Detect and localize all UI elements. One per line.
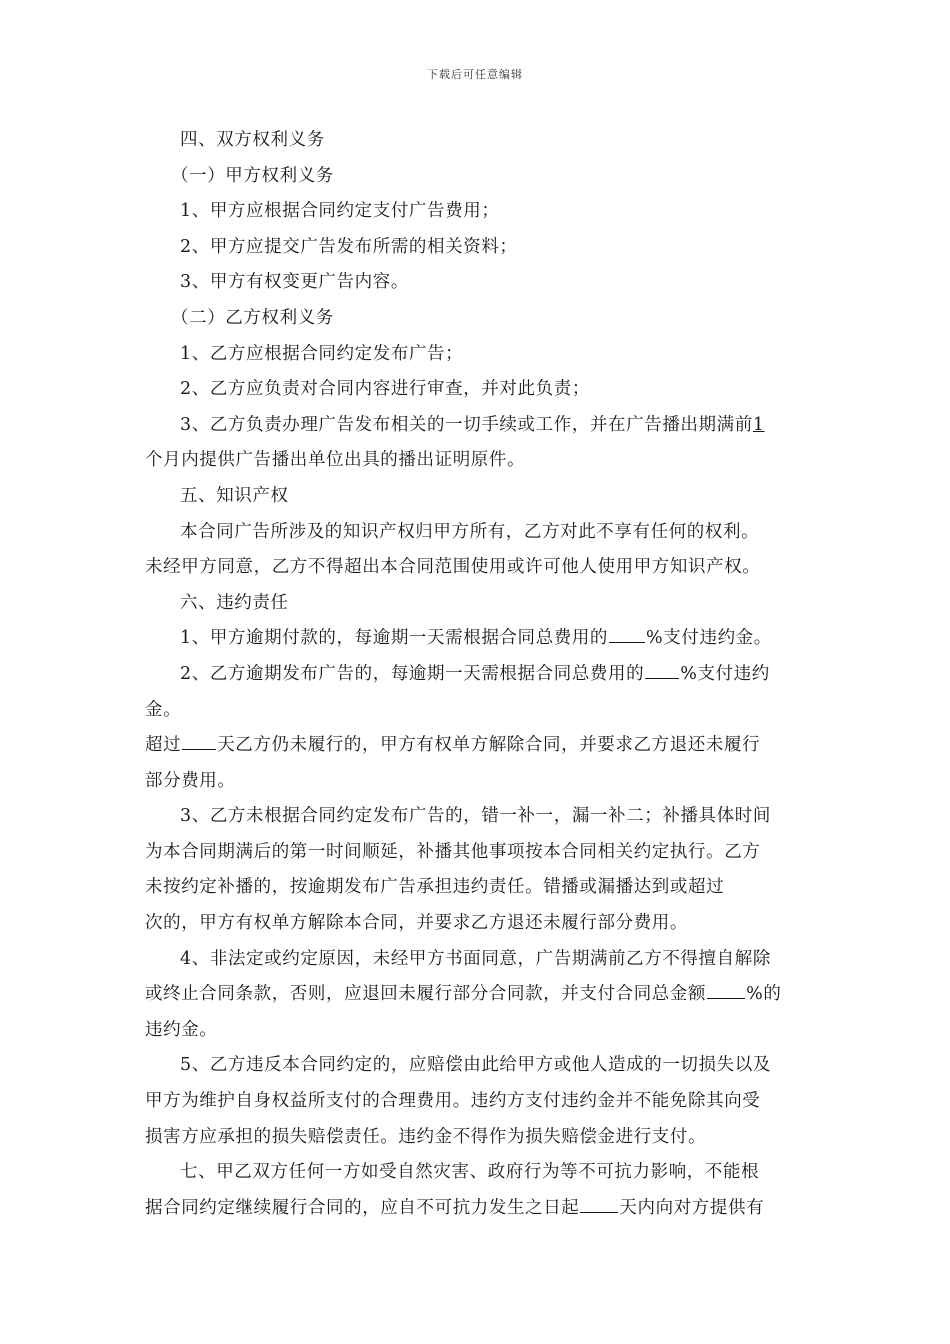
paragraph-line: 2、甲方应提交广告发布所需的相关资料； xyxy=(180,236,518,257)
fill-in-blank xyxy=(609,626,645,643)
paragraph-line xyxy=(145,657,809,693)
paragraph-line: 金。 xyxy=(145,699,182,720)
paragraph-line: 本合同广告所涉及的知识产权归甲方所有，乙方对此不享有任何的权利。 xyxy=(180,521,760,542)
text-run: 天乙方仍未履行的，甲方有权单方解除合同，并要求乙方退还未履行 xyxy=(217,735,761,756)
paragraph-line: 部分费用。 xyxy=(145,770,236,791)
paragraph-line: 为本合同期满后的第一时间顺延，补播其他事项按本合同相关约定执行。乙方 xyxy=(145,841,761,862)
text-run: 据合同约定继续履行合同的，应自不可抗力发生之日起 xyxy=(145,1197,580,1218)
text-run: 天内向对方提供有 xyxy=(619,1197,765,1218)
paragraph-line: 损害方应承担的损失赔偿责任。违约金不得作为损失赔偿金进行支付。 xyxy=(145,1126,707,1147)
paragraph-line: 甲方为维护自身权益所支付的合理费用。违约方支付违约金并不能免除其向受 xyxy=(145,1091,761,1112)
paragraph-line xyxy=(145,408,809,444)
fill-in-blank xyxy=(580,1196,618,1213)
paragraph-line: 1、乙方应根据合同约定发布广告； xyxy=(180,343,464,364)
text-run: 3、乙方负责办理广告发布相关的一切手续或工作，并在广告播出期满前 xyxy=(180,414,753,435)
paragraph-line: 1、甲方应根据合同约定支付广告费用； xyxy=(180,201,500,222)
subsection-heading-party-b: （二）乙方权利义务 xyxy=(171,307,334,328)
paragraph-line: 次的，甲方有权单方解除本合同，并要求乙方退还未履行部分费用。 xyxy=(145,913,688,934)
paragraph-line: 违约金。 xyxy=(145,1019,218,1040)
text-run: 或终止合同条款，否则，应退回未履行部分合同款，并支付合同总金额 xyxy=(145,984,707,1005)
text-run: 1、甲方逾期付款的，每逾期一天需根据合同总费用的 xyxy=(180,628,609,649)
fill-in-blank xyxy=(645,662,679,679)
paragraph-line: 未按约定补播的，按逾期发布广告承担违约责任。错播或漏播达到或超过 xyxy=(145,877,725,898)
text-run: 2、乙方逾期发布广告的，每逾期一天需根据合同总费用的 xyxy=(180,663,645,684)
paragraph-line: 4、非法定或约定原因，未经甲方书面同意，广告期满前乙方不得擅自解除 xyxy=(180,948,771,969)
paragraph-line: 5、乙方违反本合同约定的，应赔偿由此给甲方或他人造成的一切损失以及 xyxy=(180,1055,771,1076)
page-header: 下载后可任意编辑 xyxy=(427,68,523,81)
subsection-heading-party-a: （一）甲方权利义务 xyxy=(171,165,334,186)
paragraph-line xyxy=(145,1191,809,1227)
paragraph-line: 个月内提供广告播出单位出具的播出证明原件。 xyxy=(145,450,526,471)
paragraph-line: 3、乙方未根据合同约定发布广告的，错一补一，漏一补二；补播具体时间 xyxy=(180,806,771,827)
document-body xyxy=(145,123,809,1226)
text-run: %支付违约金。 xyxy=(646,628,772,649)
text-run: %支付违约 xyxy=(680,663,770,684)
paragraph-line: 3、甲方有权变更广告内容。 xyxy=(180,272,409,293)
paragraph-line: 2、乙方应负责对合同内容进行审查，并对此负责； xyxy=(180,379,590,400)
text-run: 超过 xyxy=(145,735,182,756)
paragraph-line xyxy=(145,977,809,1013)
fill-in-blank xyxy=(707,982,745,999)
section-heading-7: 七、甲乙双方任何一方如受自然灾害、政府行为等不可抗力影响，不能根 xyxy=(180,1162,760,1183)
underlined-number: 1 xyxy=(752,414,765,435)
section-heading-5: 五、知识产权 xyxy=(180,485,289,506)
paragraph-line: 未经甲方同意，乙方不得超出本合同范围使用或许可他人使用甲方知识产权。 xyxy=(145,557,761,578)
text-run: %的 xyxy=(746,984,782,1005)
fill-in-blank xyxy=(182,733,216,750)
paragraph-line xyxy=(145,621,809,657)
section-heading-6: 六、违约责任 xyxy=(180,592,289,613)
section-heading-4: 四、双方权利义务 xyxy=(180,130,325,150)
paragraph-line xyxy=(145,728,809,764)
